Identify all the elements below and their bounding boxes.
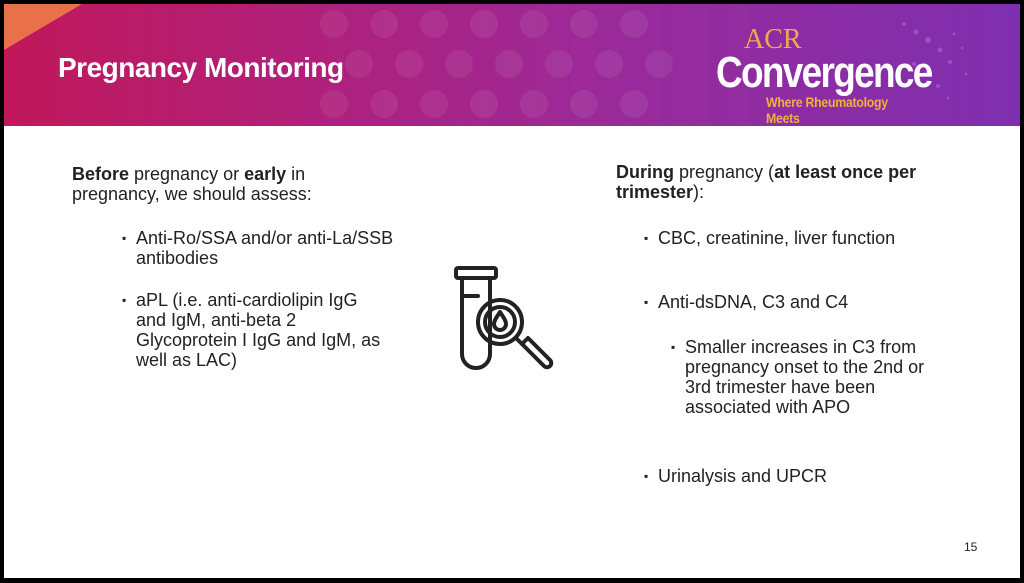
acr-convergence-logo	[716, 24, 936, 126]
header-corner-accent	[4, 4, 84, 54]
page-number: 15	[964, 540, 978, 554]
heading-bold-early: early	[244, 164, 287, 184]
heading-text: in pregnancy, we should assess:	[72, 164, 312, 204]
bullet-text: Urinalysis and UPCR	[658, 466, 828, 486]
test-tube-magnifier-icon	[448, 266, 558, 378]
bullet-text: CBC, creatinine, liver function	[658, 228, 896, 248]
right-bullet-1	[644, 228, 898, 248]
bullet-marker: ▪	[122, 231, 127, 245]
bullet-marker: ▪	[644, 469, 649, 483]
heading-bold-trimester: at least once per trimester	[616, 162, 917, 202]
bullet-text: Anti-dsDNA, C3 and C4	[658, 292, 849, 312]
bullet-text: aPL (i.e. anti-cardiolipin IgG and IgM, anti-beta 2 Glycoprotein I IgG and IgM, as well as LAC)	[136, 290, 381, 370]
logo-acr-text: ACR	[744, 24, 802, 55]
bullet-marker: ▪	[644, 295, 649, 309]
bullet-text: Smaller increases in C3 from pregnancy onset to the 2nd or 3rd trimester have been associated with APO	[685, 337, 925, 417]
logo-tagline: Where Rheumatology Meets	[766, 94, 888, 126]
right-bullet-2	[644, 292, 918, 312]
heading-bold-before: Before	[72, 164, 130, 184]
left-bullet-2	[122, 290, 386, 370]
logo-convergence-text: Convergence	[716, 48, 932, 97]
heading-bold-during: During	[616, 162, 674, 182]
heading-text: ):	[693, 182, 705, 202]
left-column-heading	[72, 164, 392, 204]
heading-text: pregnancy or	[129, 164, 245, 184]
bullet-marker: ▪	[122, 293, 127, 307]
page-title: Pregnancy Monitoring	[58, 52, 344, 83]
slide-header	[4, 4, 1020, 126]
right-sub-bullet	[671, 337, 935, 417]
bullet-marker: ▪	[644, 231, 649, 245]
slide	[4, 4, 1020, 578]
heading-text: pregnancy (	[674, 162, 775, 182]
left-bullet-1	[122, 228, 396, 268]
right-column-heading	[616, 162, 936, 202]
bullet-text: Anti-Ro/SSA and/or anti-La/SSB antibodies	[136, 228, 394, 268]
right-bullet-3	[644, 466, 918, 486]
bullet-marker: ▪	[671, 340, 676, 354]
